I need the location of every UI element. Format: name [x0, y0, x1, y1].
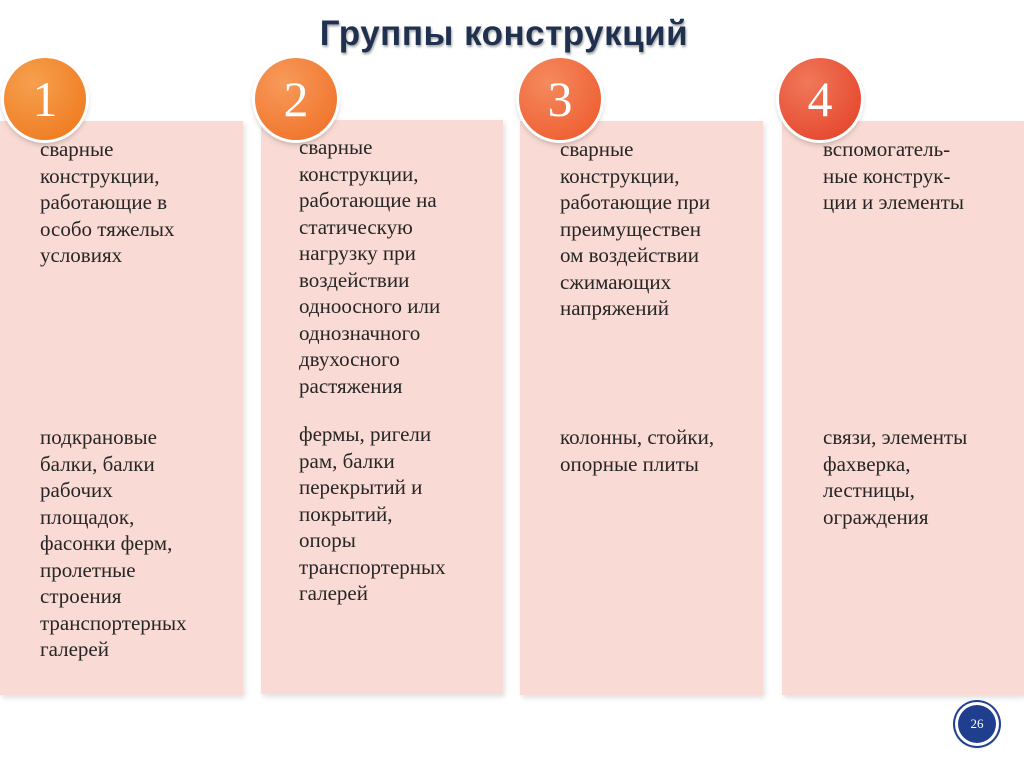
- slide-title: Группы конструкций: [319, 14, 689, 53]
- group-4-description: вспомогатель- ные конструк- ции и элементы: [823, 137, 965, 214]
- page-number-badge: 26: [955, 702, 999, 746]
- group-3-number-badge: 3: [519, 58, 601, 140]
- group-4-examples: связи, элементы фахверка, лестницы, ограждения: [823, 425, 968, 529]
- group-1-number-badge: 1: [4, 58, 86, 140]
- group-1-examples: подкрановые балки, балки рабочих площадок, фасонки ферм, пролетные строения транспортерных галерей: [40, 425, 187, 661]
- group-2-examples: фермы, ригели рам, балки перекрытий и покрытий, опоры транспортерных галерей: [299, 422, 446, 605]
- group-4-number-badge: 4: [779, 58, 861, 140]
- group-2-description: сварные конструкции, работающие на статическую нагрузку при воздействии одноосного или однозначного двухосного растяжения: [299, 135, 441, 398]
- group-2-number-badge: 2: [255, 58, 337, 140]
- group-1-description: сварные конструкции, работающие в особо тяжелых условиях: [40, 137, 175, 267]
- group-3-description: сварные конструкции, работающие при преимуществен ом воздействии сжимающих напряжений: [560, 137, 711, 320]
- group-3-examples: колонны, стойки, опорные плиты: [560, 425, 715, 476]
